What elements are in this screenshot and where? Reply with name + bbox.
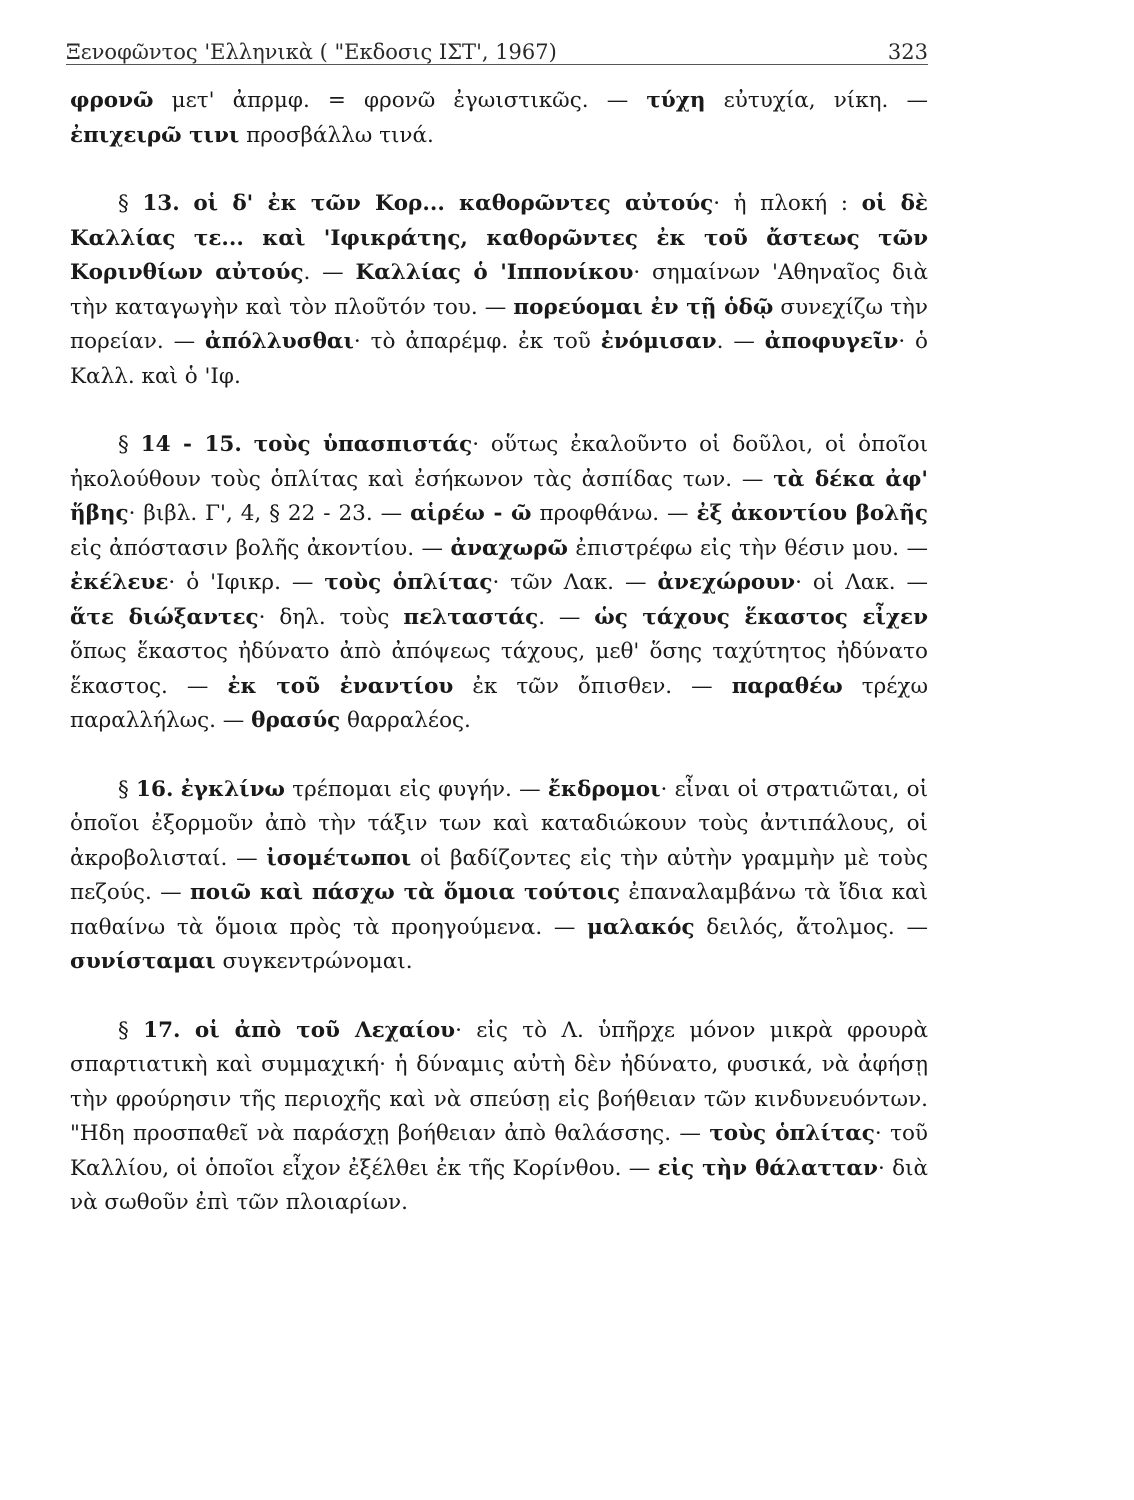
page-number: 323: [887, 40, 928, 64]
header-rule: [66, 64, 928, 65]
lemma-term: ἔκδρομοι: [547, 776, 661, 802]
lemma-term: ἰσομέτωποι: [266, 845, 412, 871]
lemma-term: 13.: [142, 191, 180, 216]
gloss-text: [173, 777, 180, 802]
lemma-term: ἐγκλίνω: [180, 776, 285, 802]
gloss-text: [180, 191, 194, 216]
lemma-term: ἀνεχώρουν: [657, 570, 796, 595]
gloss-text: δειλός, ἄτολμος. —: [694, 914, 928, 940]
lemma-term: οἱ δ' ἐκ τῶν Κορ... καθορῶντες αὐτούς: [193, 191, 714, 216]
lemma-term: εἰς τὴν θάλατταν: [657, 1155, 878, 1181]
lemma-term: φρονῶ: [70, 88, 154, 113]
gloss-text: ὅπως ἕκαστος ἠδύνατο ἀπὸ ἀπόψεως τάχους, μεθ' ὅσης ταχύτητος ἠδύνατο ἕκαστος. —: [70, 639, 928, 699]
gloss-text: προσβάλλω τινά.: [239, 122, 434, 148]
lemma-term: ἐξ ἀκοντίου βολῆς: [696, 501, 929, 526]
gloss-text: μετ' ἀπρμφ. = φρονῶ ἐγωιστικῶς. —: [153, 88, 647, 113]
gloss-text: . —: [303, 260, 356, 285]
paragraph-intro: [70, 84, 928, 153]
lemma-term: πελταστάς: [403, 604, 539, 630]
lemma-term: μαλακός: [587, 914, 695, 940]
gloss-text: · οἱ Λακ. —: [795, 570, 929, 595]
lemma-term: ἐνόμισαν: [600, 329, 717, 354]
lemma-term: ἐπιχειρῶ τινι: [70, 122, 240, 148]
gloss-text: · διὰ νὰ σωθοῦν ἐπὶ τῶν πλοιαρίων.: [70, 1155, 929, 1215]
lemma-term: ἀναχωρῶ: [450, 535, 568, 561]
commentary-text: [70, 84, 928, 1221]
running-header: [66, 24, 928, 64]
gloss-text: · τὸ ἀπαρέμφ. ἐκ τοῦ: [353, 329, 601, 354]
gloss-text: ἐκ τῶν ὄπισθεν. —: [453, 673, 732, 699]
paragraph-section-17: [70, 1014, 928, 1221]
lemma-term: αἱρέω - ῶ: [410, 501, 532, 526]
gloss-text: συγκεντρώνομαι.: [215, 949, 413, 974]
gloss-text: §: [118, 1017, 144, 1043]
lemma-term: ἐκέλευε: [70, 570, 169, 595]
lemma-term: Καλλίας ὁ 'Ιππονίκου: [355, 260, 634, 285]
paragraph-section-14-15: [70, 428, 928, 739]
lemma-term: τὰ δέκα ἀφ' ἥβης: [70, 466, 928, 526]
gloss-text: · ἡ πλοκή :: [713, 191, 862, 216]
gloss-text: ἐπαναλαμβάνω τὰ ἴδια καὶ παθαίνω τὰ ὅμοια πρὸς τὰ προηγούμενα. —: [70, 880, 929, 940]
gloss-text: · ὁ Καλλ. καὶ ὁ 'Ιφ.: [70, 329, 928, 389]
lemma-term: τοὺς ὁπλίτας: [709, 1121, 875, 1146]
gloss-text: προφθάνω. —: [531, 501, 697, 526]
lemma-term: ἀπόλλυσθαι: [205, 329, 354, 354]
lemma-term: 17.: [143, 1017, 181, 1043]
gloss-text: . —: [538, 604, 595, 630]
lemma-term: τύχη: [646, 88, 706, 113]
lemma-term: παραθέω: [731, 673, 843, 699]
gloss-text: §: [118, 776, 137, 802]
gloss-text: · ὁ 'Ιφικρ. —: [168, 570, 325, 595]
lemma-term: πορεύομαι ἐν τῇ ὁδῷ: [513, 294, 774, 320]
lemma-term: ἐκ τοῦ ἐναντίου: [227, 673, 454, 699]
gloss-text: · τοῦ Καλλίου, οἱ ὁποῖοι εἶχον ἐξέλθει ἐκ τῆς Κορίνθου. —: [70, 1121, 928, 1181]
gloss-text: · σημαίνων 'Αθηναῖος διὰ τὴν καταγωγὴν καὶ τὸν πλοῦτόν του. —: [70, 260, 928, 320]
gloss-text: §: [118, 432, 141, 457]
lemma-term: συνίσταμαι: [70, 949, 216, 974]
gloss-text: · βιβλ. Γ', 4, § 22 - 23. —: [128, 501, 411, 526]
gloss-text: τρέχω παραλλήλως. —: [70, 673, 928, 733]
paragraph-section-16: [70, 773, 928, 980]
gloss-text: · τῶν Λακ. —: [492, 570, 658, 595]
gloss-text: [242, 432, 254, 457]
paragraph-section-13: [70, 187, 928, 394]
gloss-text: οἱ βαδίζοντες εἰς τὴν αὐτὴν γραμμὴν μὲ τοὺς πεζούς. —: [70, 845, 928, 905]
gloss-text: εἰς ἀπόστασιν βολῆς ἀκοντίου. —: [70, 535, 451, 561]
lemma-term: ὡς τάχους ἕκαστος εἶχεν: [594, 604, 928, 630]
gloss-text: εὐτυχία, νίκη. —: [705, 88, 929, 113]
lemma-term: τοὺς ὁπλίτας: [324, 570, 493, 595]
gloss-text: . —: [716, 329, 765, 354]
lemma-term: οἱ δὲ Καλλίας τε... καὶ 'Ιφικράτης, καθορῶντες ἐκ τοῦ ἄστεως τῶν Κορινθίων αὐτούς: [70, 191, 928, 285]
gloss-text: · εἶναι οἱ στρατιῶται, οἱ ὁποῖοι ἐξορμοῦν ἀπὸ τὴν τάξιν των καὶ καταδιώκουν τοὺς ἀντιπάλους, οἱ ἀκροβολισταί. —: [70, 776, 928, 871]
lemma-term: ποιῶ καὶ πάσχω τὰ ὅμοια τούτοις: [189, 880, 621, 905]
gloss-text: [181, 1018, 195, 1043]
lemma-term: 14 - 15.: [140, 432, 242, 457]
gloss-text: τρέπομαι εἰς φυγήν. —: [284, 776, 548, 802]
lemma-term: οἱ ἀπὸ τοῦ Λεχαίου: [194, 1017, 456, 1043]
lemma-term: 16.: [136, 776, 174, 802]
gloss-text: συνεχίζω τὴν πορείαν. —: [70, 294, 928, 354]
gloss-text: · οὕτως ἐκαλοῦντο οἱ δοῦλοι, οἱ ὁποῖοι ἠκολούθουν τοὺς ὁπλίτας καὶ ἐσήκωνον τὰς ἀσπίδας των. —: [70, 432, 929, 492]
gloss-text: ἐπιστρέφω εἰς τὴν θέσιν μου. —: [567, 535, 928, 561]
gloss-text: · εἰς τὸ Λ. ὑπῆρχε μόνον μικρὰ φρουρὰ σπαρτιατικὴ καὶ συμμαχική· ἡ δύναμις αὐτὴ δὲν ἠδύνατο, φυσικά, νὰ ἀφήσῃ τὴν φρούρησιν τῆς περιοχῆς καὶ νὰ σπεύσῃ εἰς βοήθειαν τῶν κινδυνευόντων. "Ηδη προσπαθεῖ νὰ παράσχῃ βοήθειαν ἀπὸ θαλάσσης. —: [70, 1017, 928, 1146]
running-title: Ξενοφῶντος 'Ελληνικὰ ( "Εκδοσις ΙΣΤ', 1967): [66, 40, 557, 64]
lemma-term: τοὺς ὑπασπιστάς: [253, 432, 473, 457]
gloss-text: · δηλ. τοὺς: [258, 604, 404, 630]
lemma-term: ἅτε διώξαντες: [70, 604, 259, 630]
lemma-term: θρασύς: [251, 708, 341, 733]
gloss-text: θαρραλέος.: [340, 708, 471, 733]
lemma-term: ἀποφυγεῖν: [764, 329, 899, 354]
gloss-text: §: [118, 191, 143, 216]
